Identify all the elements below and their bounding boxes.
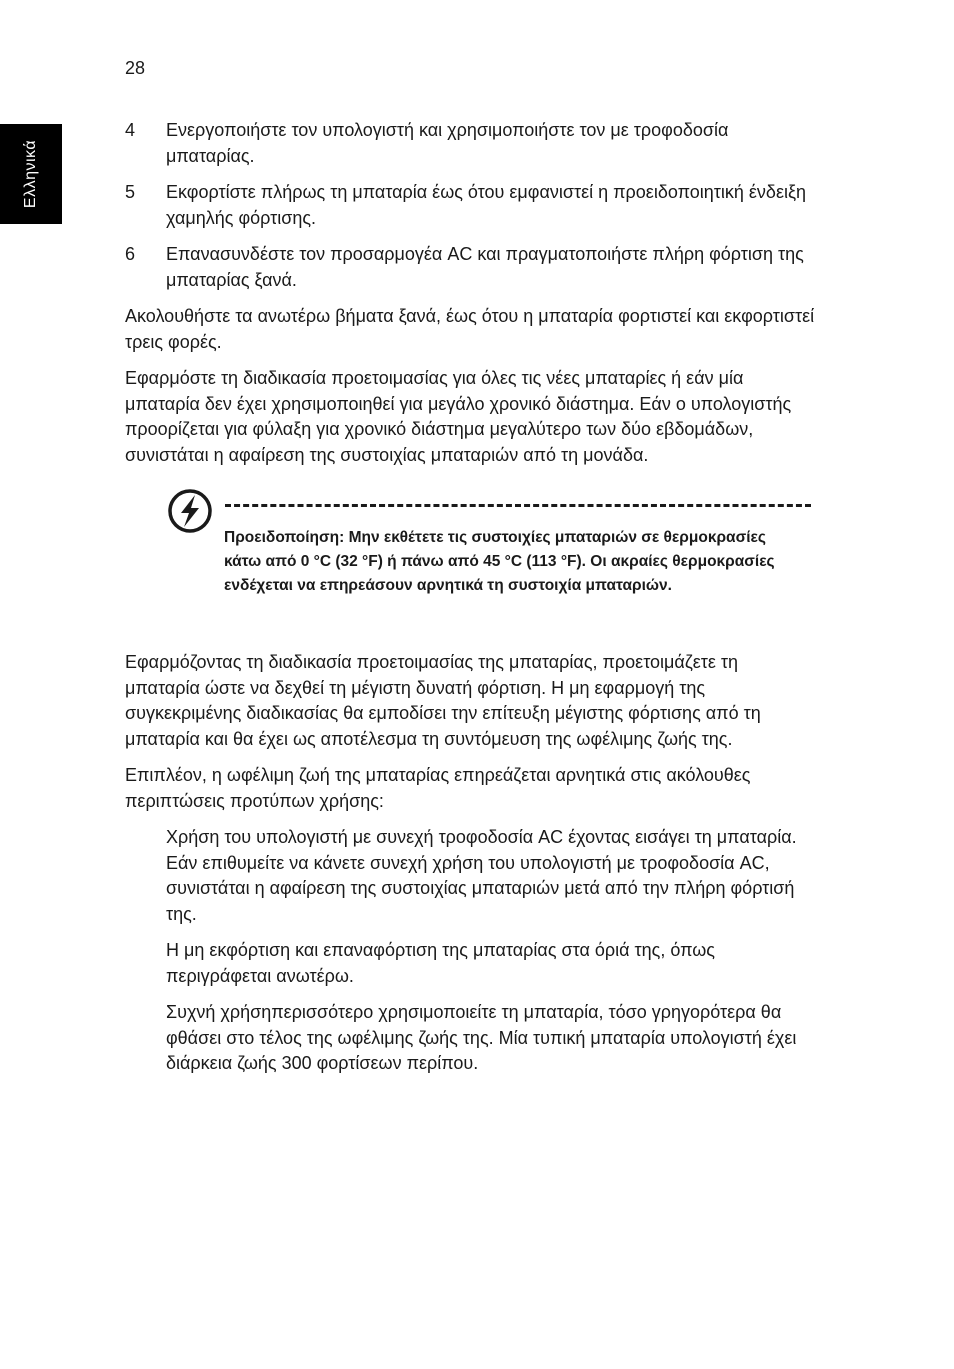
- step-item: [125, 180, 815, 231]
- body-paragraph: Εφαρμόζοντας τη διαδικασία προετοιμασίας της μπαταρίας, προετοιμάζετε τη μπαταρία ώστε να δεχθεί τη μέγιστη δυνατή φόρτιση. Η μη εφαρμογή της συγκεκριμένης διαδικασίας θα εμποδίσει την επίτευξη μέγιστης φόρτισης από τη μπαταρία και θα έχει ως αποτέλεσμα τη συντόμευση της ωφέλιμης ζωής της.: [125, 652, 761, 749]
- page-content: [125, 118, 815, 1088]
- body-paragraph: Ακολουθήστε τα ανωτέρω βήματα ξανά, έως ότου η μπαταρία φορτιστεί και εκφορτιστεί τρεις φορές.: [125, 306, 815, 352]
- usage-case-item: Χρήση του υπολογιστή με συνεχή τροφοδοσία AC έχοντας εισάγει τη μπαταρία. Εάν επιθυμείτε να κάνετε συνεχή χρήση του υπολογιστή με τροφοδοσία AC, συνιστάται η αφαίρεση της συστοιχίας μπαταριών μετά από την πλήρη φόρτισή της.: [166, 827, 797, 924]
- step-number: 4: [125, 120, 136, 140]
- body-paragraph: Εφαρμόστε τη διαδικασία προετοιμασίας για όλες τις νέες μπαταρίες ή εάν μία μπαταρία δεν έχει χρησιμοποιηθεί για μεγάλο χρονικό διάστημα. Εάν ο υπολογιστής προορίζεται για φύλαξη για χρονικό διάστημα μεγαλύτερο των δύο εβδομάδων, συνιστάται η αφαίρεση της συστοιχίας μπαταριών από τη μονάδα.: [125, 368, 792, 465]
- usage-case-item: Συχνή χρήσηπερισσότερο χρησιμοποιείτε τη μπαταρία, τόσο γρηγορότερα θα φθάσει στο τέλος της ωφέλιμης ζωής της. Μία τυπική μπαταρία υπολογιστή έχει διάρκεια ζωής 300 φορτίσεων περίπου.: [166, 1002, 797, 1073]
- usage-case-item: Η μη εκφόρτιση και επαναφόρτιση της μπαταρίας στα όριά της, όπως περιγράφεται ανωτέρω.: [166, 940, 715, 986]
- page-number: 28: [125, 58, 146, 78]
- step-text: Εκφορτίστε πλήρως τη μπαταρία έως ότου εμφανιστεί η προειδοποιητική ένδειξη χαμηλής φόρτισης.: [166, 182, 807, 228]
- step-item: [125, 242, 815, 293]
- warning-note: [125, 488, 815, 626]
- step-item: [125, 118, 815, 169]
- step-text: Επανασυνδέστε τον προσαρμογέα AC και πραγματοποιήστε πλήρη φόρτιση της μπαταρίας ξανά.: [166, 244, 804, 290]
- warning-text: Προειδοποίηση: Μην εκθέτετε τις συστοιχίες μπαταριών σε θερμοκρασίες κάτω από 0 °C (32 °F) ή πάνω από 45 °C (113 °F). Οι ακραίες θερμοκρασίες ενδέχεται να επηρεάσουν αρνητικά τη συστοιχία μπαταριών.: [224, 529, 775, 594]
- language-label: Ελληνικά: [22, 139, 39, 209]
- step-text: Ενεργοποιήστε τον υπολογιστή και χρησιμοποιήστε τον με τροφοδοσία μπαταρίας.: [166, 120, 729, 166]
- step-number: 6: [125, 244, 136, 264]
- body-paragraph: Επιπλέον, η ωφέλιμη ζωή της μπαταρίας επηρεάζεται αρνητικά στις ακόλουθες περιπτώσεις προτύπων χρήσης:: [125, 765, 751, 811]
- warning-lightning-icon: [167, 488, 213, 534]
- step-number: 5: [125, 182, 136, 202]
- warning-dashed-rule: [225, 504, 811, 507]
- language-side-tab: [0, 124, 62, 224]
